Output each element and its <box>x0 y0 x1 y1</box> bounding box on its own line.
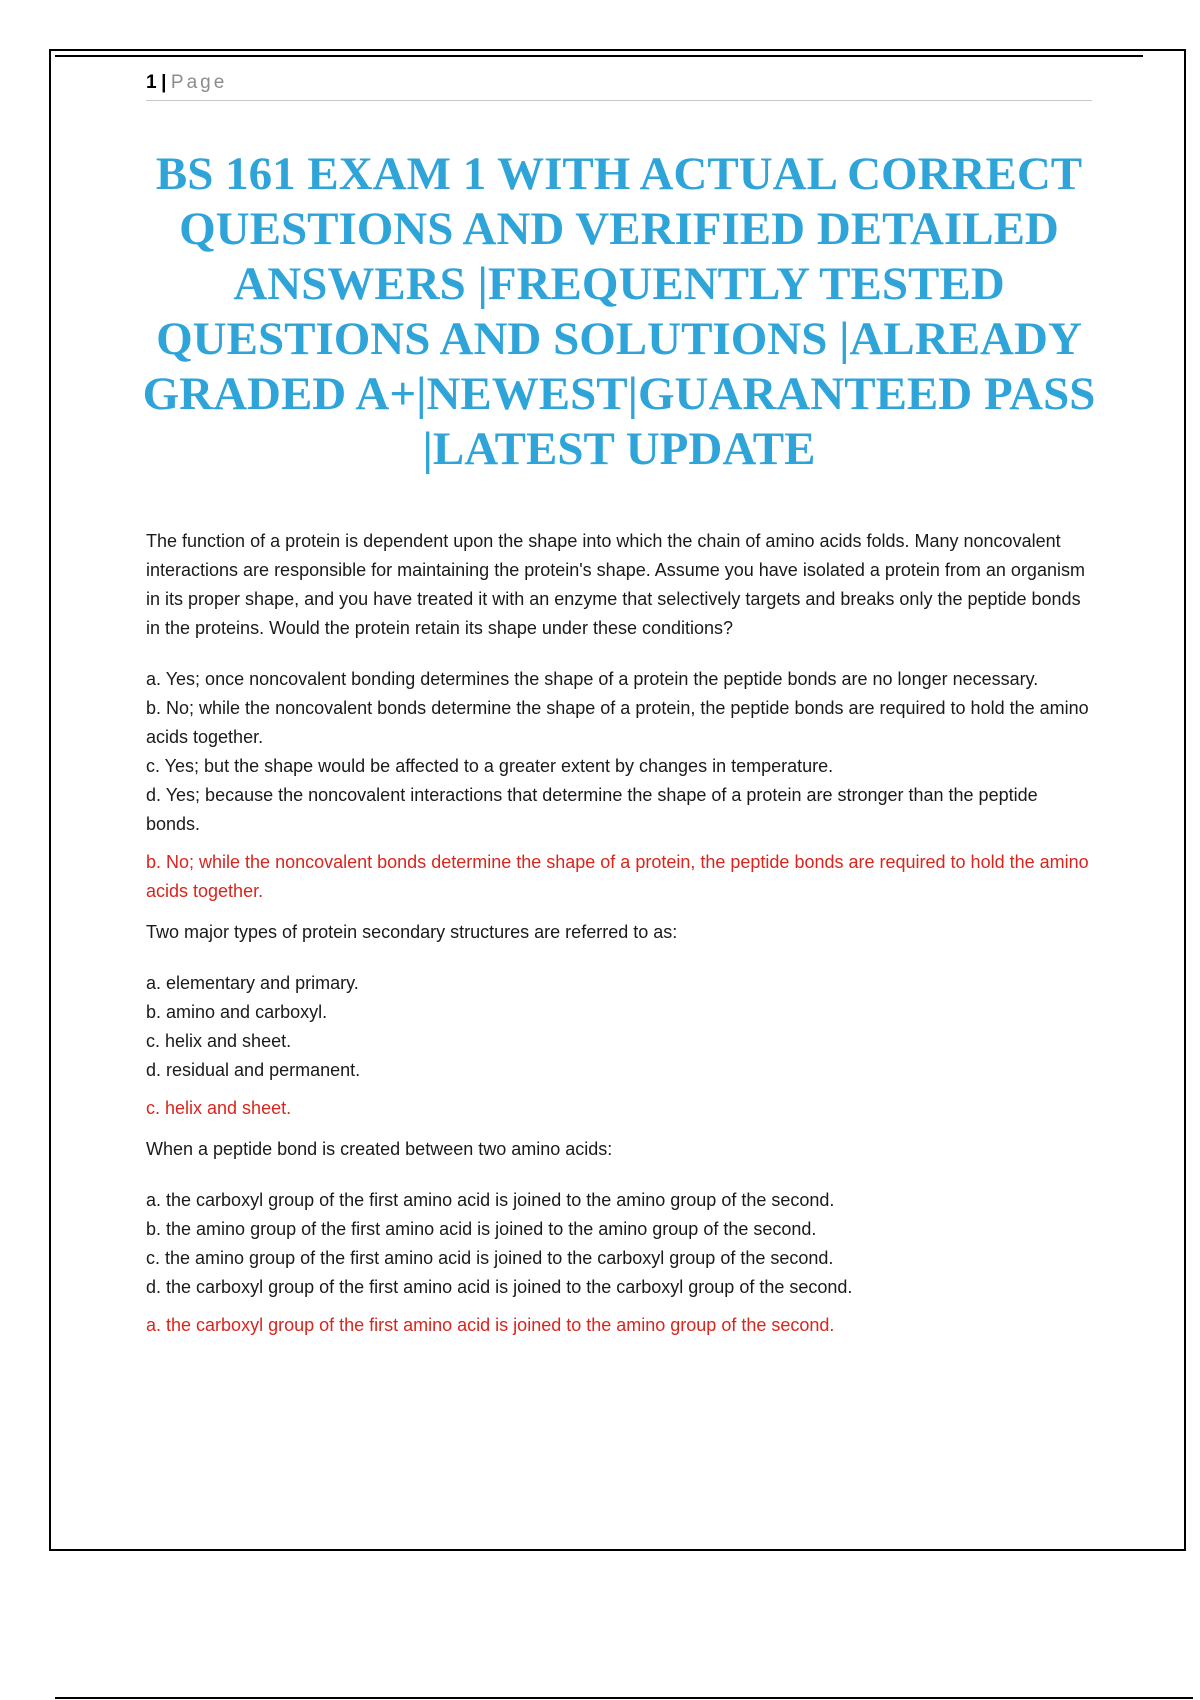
page-header-separator: | <box>161 72 167 93</box>
bottom-rule <box>55 1697 1193 1699</box>
option-item: a. Yes; once noncovalent bonding determines the shape of a protein the peptide bonds are no longer necessary. <box>146 669 1039 689</box>
question-block <box>146 527 1092 906</box>
option-item: c. helix and sheet. <box>146 1031 292 1051</box>
option-item: b. No; while the noncovalent bonds determine the shape of a protein, the peptide bonds are required to hold the amino acids together. <box>146 698 1089 747</box>
option-item: a. the carboxyl group of the first amino acid is joined to the amino group of the second. <box>146 1190 835 1210</box>
question-text: When a peptide bond is created between two amino acids: <box>146 1139 613 1159</box>
answer-text: b. No; while the noncovalent bonds determine the shape of a protein, the peptide bonds are required to hold the amino acids together. <box>146 852 1089 901</box>
option-item: c. the amino group of the first amino acid is joined to the carboxyl group of the second. <box>146 1248 834 1268</box>
option-item: c. Yes; but the shape would be affected to a greater extent by changes in temperature. <box>146 756 834 776</box>
page-header <box>146 72 1092 101</box>
question-block <box>146 918 1092 1123</box>
question-text: The function of a protein is dependent upon the shape into which the chain of amino acids folds. Many noncovalent interactions are responsible for maintaining the protein's shape. Assume you have isolated a protein from an organism in its proper shape, and you have treated it with an enzyme that selectively targets and breaks only the peptide bonds in the proteins. Would the protein retain its shape under these conditions? <box>146 531 1085 638</box>
option-item: d. Yes; because the noncovalent interactions that determine the shape of a protein are stronger than the peptide bonds. <box>146 785 1038 834</box>
page-number: 1 <box>146 72 158 93</box>
option-item: d. the carboxyl group of the first amino acid is joined to the carboxyl group of the second. <box>146 1277 853 1297</box>
question-text: Two major types of protein secondary structures are referred to as: <box>146 922 678 942</box>
question-block <box>146 1135 1092 1340</box>
option-item: d. residual and permanent. <box>146 1060 361 1080</box>
option-item: b. amino and carboxyl. <box>146 1002 328 1022</box>
page-content <box>142 72 1096 1352</box>
document-title: BS 161 EXAM 1 WITH ACTUAL CORRECT QUESTIONS AND VERIFIED DETAILED ANSWERS |FREQUENTLY TESTED QUESTIONS AND SOLUTIONS |ALREADY GRADED A+|NEWEST|GUARANTEED PASS |LATEST UPDATE <box>142 148 1096 475</box>
options-list <box>146 1186 1092 1302</box>
answer-text: c. helix and sheet. <box>146 1098 292 1118</box>
option-item: a. elementary and primary. <box>146 973 359 993</box>
answer-text: a. the carboxyl group of the first amino acid is joined to the amino group of the second. <box>146 1315 835 1335</box>
page-word: Page <box>170 72 228 93</box>
option-item: b. the amino group of the first amino acid is joined to the amino group of the second. <box>146 1219 817 1239</box>
options-list <box>146 665 1092 839</box>
options-list <box>146 969 1092 1085</box>
